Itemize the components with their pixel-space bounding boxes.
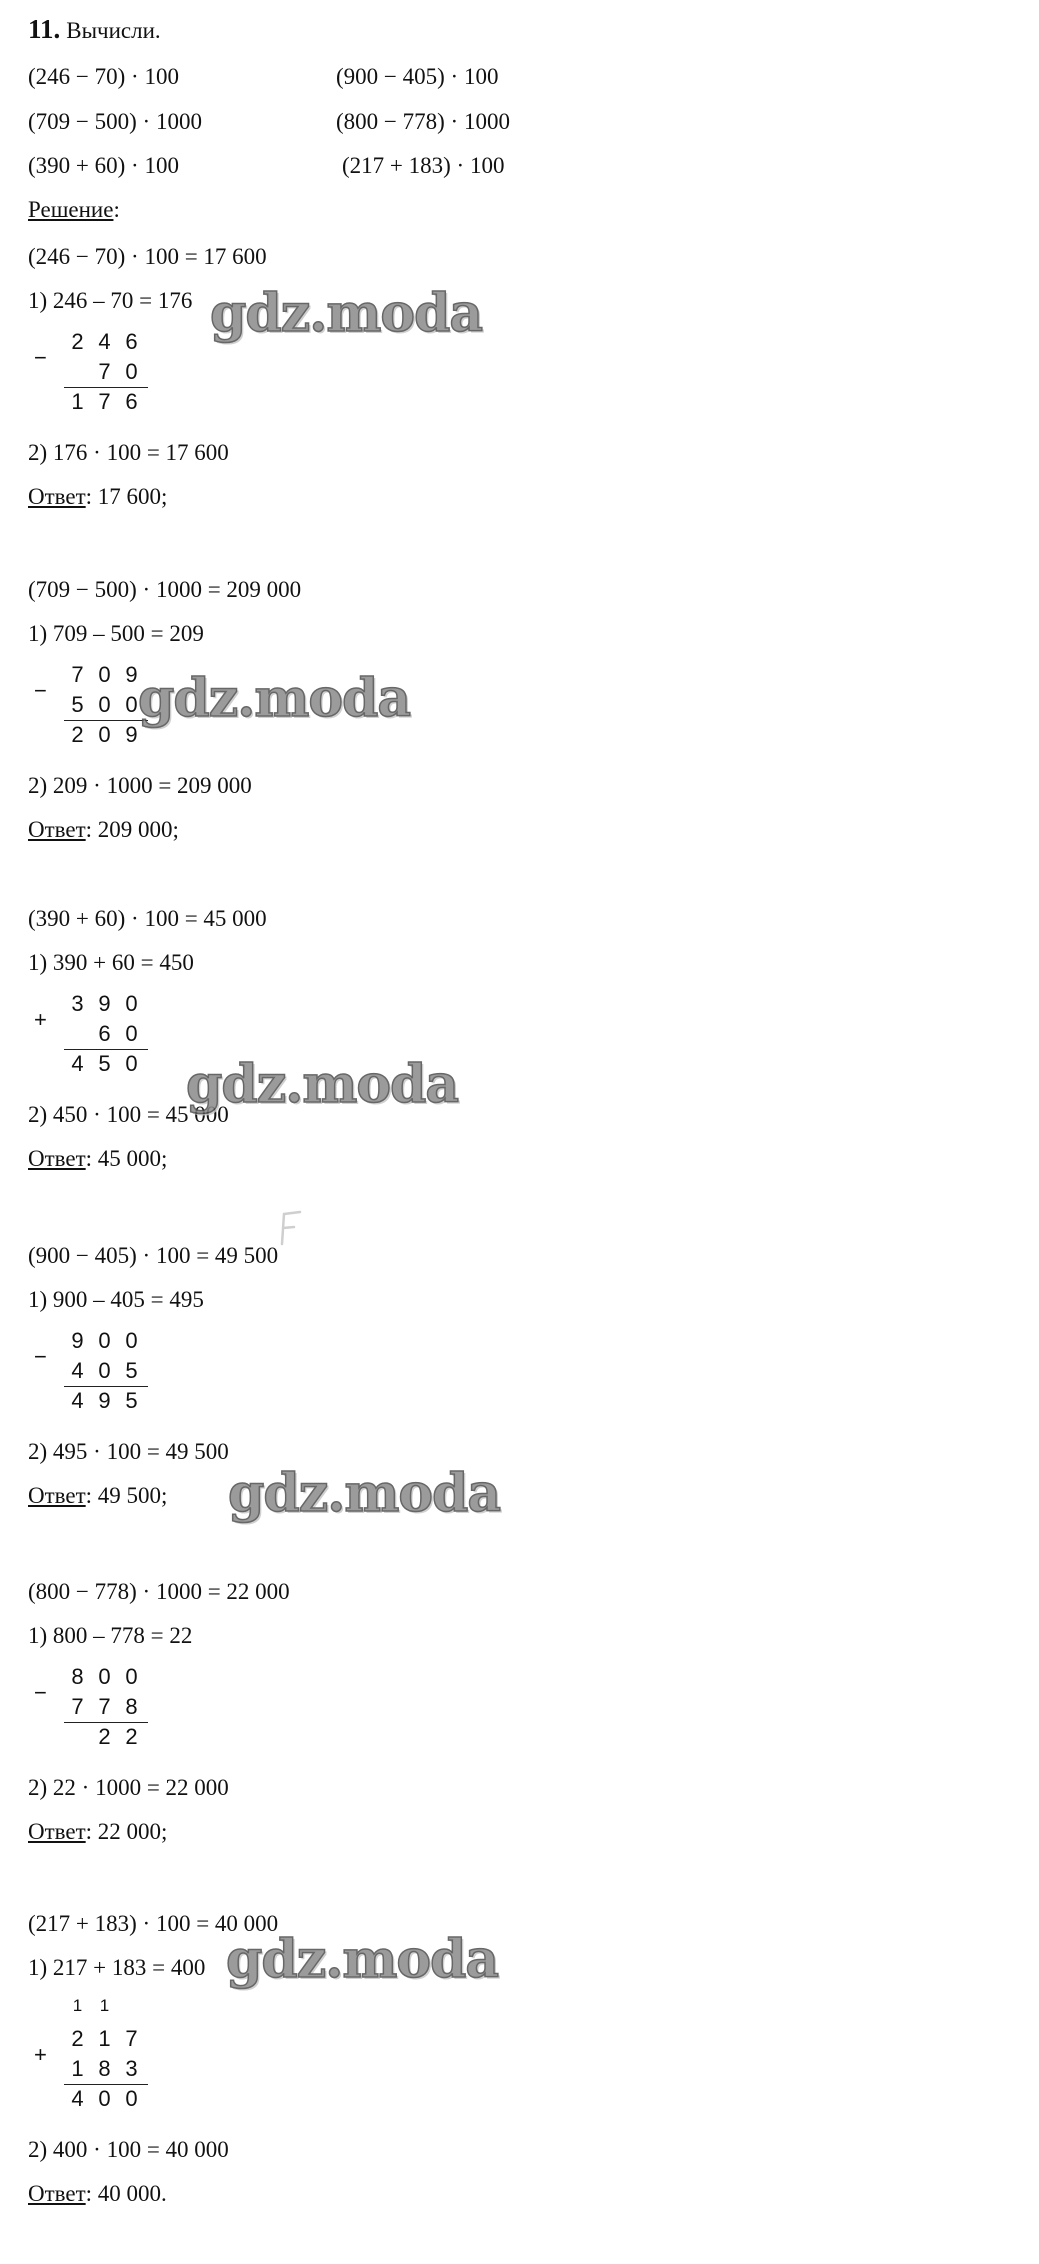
answer-label: Ответ [28, 1819, 86, 1844]
operator-sign: + [34, 2042, 47, 2067]
task-title: Вычисли. [66, 18, 161, 43]
digit: 1 [98, 2026, 111, 2051]
step-1: 1) 709 – 500 = 209 [28, 621, 204, 646]
solution-expression: (217 + 183) · 100 = 40 000 [28, 1911, 279, 1936]
step-2: 2) 400 · 100 = 40 000 [28, 2137, 229, 2162]
digit: 2 [71, 722, 84, 747]
digit [64, 1724, 91, 1750]
digit: 2 [125, 1724, 138, 1749]
second-number [64, 1694, 145, 1720]
step-1: 1) 246 – 70 = 176 [28, 288, 193, 313]
digit: 5 [125, 1358, 138, 1383]
digit: 0 [98, 1664, 111, 1689]
digit: 8 [71, 1664, 84, 1689]
digit: 0 [125, 2086, 138, 2111]
digit: 5 [71, 692, 84, 717]
solution-expression: (709 − 500) · 1000 = 209 000 [28, 577, 302, 602]
sum-line [64, 1049, 148, 1050]
answer-line [28, 1818, 167, 1846]
answer-value: : 17 600; [85, 484, 168, 509]
solution-expression: (800 − 778) · 1000 = 22 000 [28, 1579, 290, 1604]
answer-value: : 209 000; [85, 817, 179, 842]
step-2: 2) 176 · 100 = 17 600 [28, 440, 229, 465]
answer-line [28, 1482, 167, 1510]
top-number [64, 2026, 145, 2052]
solution-expression: (390 + 60) · 100 = 45 000 [28, 906, 267, 931]
digit: 9 [71, 1328, 84, 1353]
solution-label: Решение [28, 197, 114, 222]
top-number [64, 329, 145, 355]
sum-line [64, 387, 148, 388]
answer-value: : 49 500; [85, 1483, 168, 1508]
digit [64, 1021, 91, 1047]
digit: 4 [71, 1051, 84, 1076]
carry-digit: 1 [99, 1996, 110, 2015]
top-number [64, 991, 145, 1017]
step-2: 2) 22 · 1000 = 22 000 [28, 1775, 229, 1800]
solution-expression: (900 − 405) · 100 = 49 500 [28, 1243, 279, 1268]
operator-sign: − [34, 1344, 47, 1369]
sum-line [64, 2084, 148, 2085]
digit: 7 [125, 2026, 138, 2051]
step-1: 1) 900 – 405 = 495 [28, 1287, 204, 1312]
answer-line [28, 816, 179, 844]
digit [64, 359, 91, 385]
digit: 0 [125, 1051, 138, 1076]
digit: 0 [125, 1328, 138, 1353]
watermark-logo: gdz.moda [186, 1054, 459, 1115]
digit: 7 [98, 359, 111, 384]
carry-digits [64, 1996, 145, 2016]
carry-digit [118, 1996, 145, 2016]
digit: 0 [98, 2086, 111, 2111]
watermark-logo: gdz.moda [228, 1463, 501, 1524]
exercise-1: (246 − 70) · 100 [28, 64, 179, 89]
digit: 0 [125, 991, 138, 1016]
operator-sign: − [34, 678, 47, 703]
operator-sign: − [34, 1680, 47, 1705]
carry-digit: 1 [72, 1996, 83, 2015]
digit: 0 [125, 359, 138, 384]
digit: 0 [98, 722, 111, 747]
digit: 3 [125, 2056, 138, 2081]
step-2: 2) 495 · 100 = 49 500 [28, 1439, 229, 1464]
result-number [64, 2086, 145, 2112]
digit: 6 [98, 1021, 111, 1046]
digit: 0 [125, 1021, 138, 1046]
digit: 0 [98, 662, 111, 687]
operator-sign: + [34, 1007, 47, 1032]
sum-line [64, 1386, 148, 1387]
task-number: 11. [28, 14, 61, 44]
sum-line [64, 1722, 148, 1723]
digit: 5 [125, 1388, 138, 1413]
answer-label: Ответ [28, 1483, 86, 1508]
scan-mark-icon [278, 1210, 304, 1246]
watermark-logo: gdz.moda [226, 1929, 499, 1990]
top-number [64, 1664, 145, 1690]
result-number [64, 389, 145, 415]
digit: 7 [71, 662, 84, 687]
digit: 0 [98, 1358, 111, 1383]
digit: 2 [71, 329, 84, 354]
digit: 7 [98, 1694, 111, 1719]
digit: 1 [71, 2056, 84, 2081]
exercise-6: (217 + 183) · 100 [342, 153, 505, 178]
digit: 9 [98, 991, 111, 1016]
exercise-4: (800 − 778) · 1000 [336, 109, 510, 134]
operator-sign: − [34, 345, 47, 370]
digit: 2 [71, 2026, 84, 2051]
digit: 8 [125, 1694, 138, 1719]
digit: 7 [98, 389, 111, 414]
exercise-3: (709 − 500) · 1000 [28, 109, 202, 134]
digit: 0 [125, 692, 138, 717]
digit: 6 [125, 389, 138, 414]
second-number [64, 692, 145, 718]
step-1: 1) 800 – 778 = 22 [28, 1623, 193, 1648]
digit: 9 [125, 662, 138, 687]
step-1: 1) 390 + 60 = 450 [28, 950, 194, 975]
result-number [64, 722, 145, 748]
digit: 0 [98, 1328, 111, 1353]
watermark-logo: gdz.moda [138, 668, 411, 729]
task-heading [28, 14, 161, 45]
top-number [64, 662, 145, 688]
digit: 3 [71, 991, 84, 1016]
second-number [64, 2056, 145, 2082]
step-1: 1) 217 + 183 = 400 [28, 1955, 206, 1980]
answer-line [28, 483, 167, 511]
digit: 9 [125, 722, 138, 747]
answer-value: : 40 000. [85, 2181, 167, 2206]
step-2: 2) 450 · 100 = 45 000 [28, 1102, 229, 1127]
digit: 6 [125, 329, 138, 354]
digit: 5 [98, 1051, 111, 1076]
second-number [64, 1021, 145, 1047]
answer-label: Ответ [28, 1146, 86, 1171]
answer-label: Ответ [28, 817, 86, 842]
digit: 2 [98, 1724, 111, 1749]
digit: 0 [98, 692, 111, 717]
exercise-2: (900 − 405) · 100 [336, 64, 499, 89]
solution-expression: (246 − 70) · 100 = 17 600 [28, 244, 267, 269]
top-number [64, 1328, 145, 1354]
answer-value: : 22 000; [85, 1819, 168, 1844]
watermark-logo: gdz.moda [210, 283, 483, 344]
digit: 9 [98, 1388, 111, 1413]
result-number [64, 1051, 145, 1077]
result-number [64, 1724, 145, 1750]
sum-line [64, 720, 148, 721]
step-2: 2) 209 · 1000 = 209 000 [28, 773, 252, 798]
digit: 4 [71, 2086, 84, 2111]
second-number [64, 1358, 145, 1384]
exercise-5: (390 + 60) · 100 [28, 153, 179, 178]
digit: 0 [125, 1664, 138, 1689]
second-number [64, 359, 145, 385]
digit: 4 [71, 1358, 84, 1383]
answer-line [28, 1145, 167, 1173]
solution-heading: Решение: [28, 197, 120, 222]
digit: 4 [71, 1388, 84, 1413]
answer-line [28, 2180, 167, 2208]
answer-label: Ответ [28, 2181, 86, 2206]
digit: 7 [71, 1694, 84, 1719]
answer-label: Ответ [28, 484, 86, 509]
digit: 4 [98, 329, 111, 354]
digit: 1 [71, 389, 84, 414]
answer-value: : 45 000; [85, 1146, 168, 1171]
result-number [64, 1388, 145, 1414]
digit: 8 [98, 2056, 111, 2081]
